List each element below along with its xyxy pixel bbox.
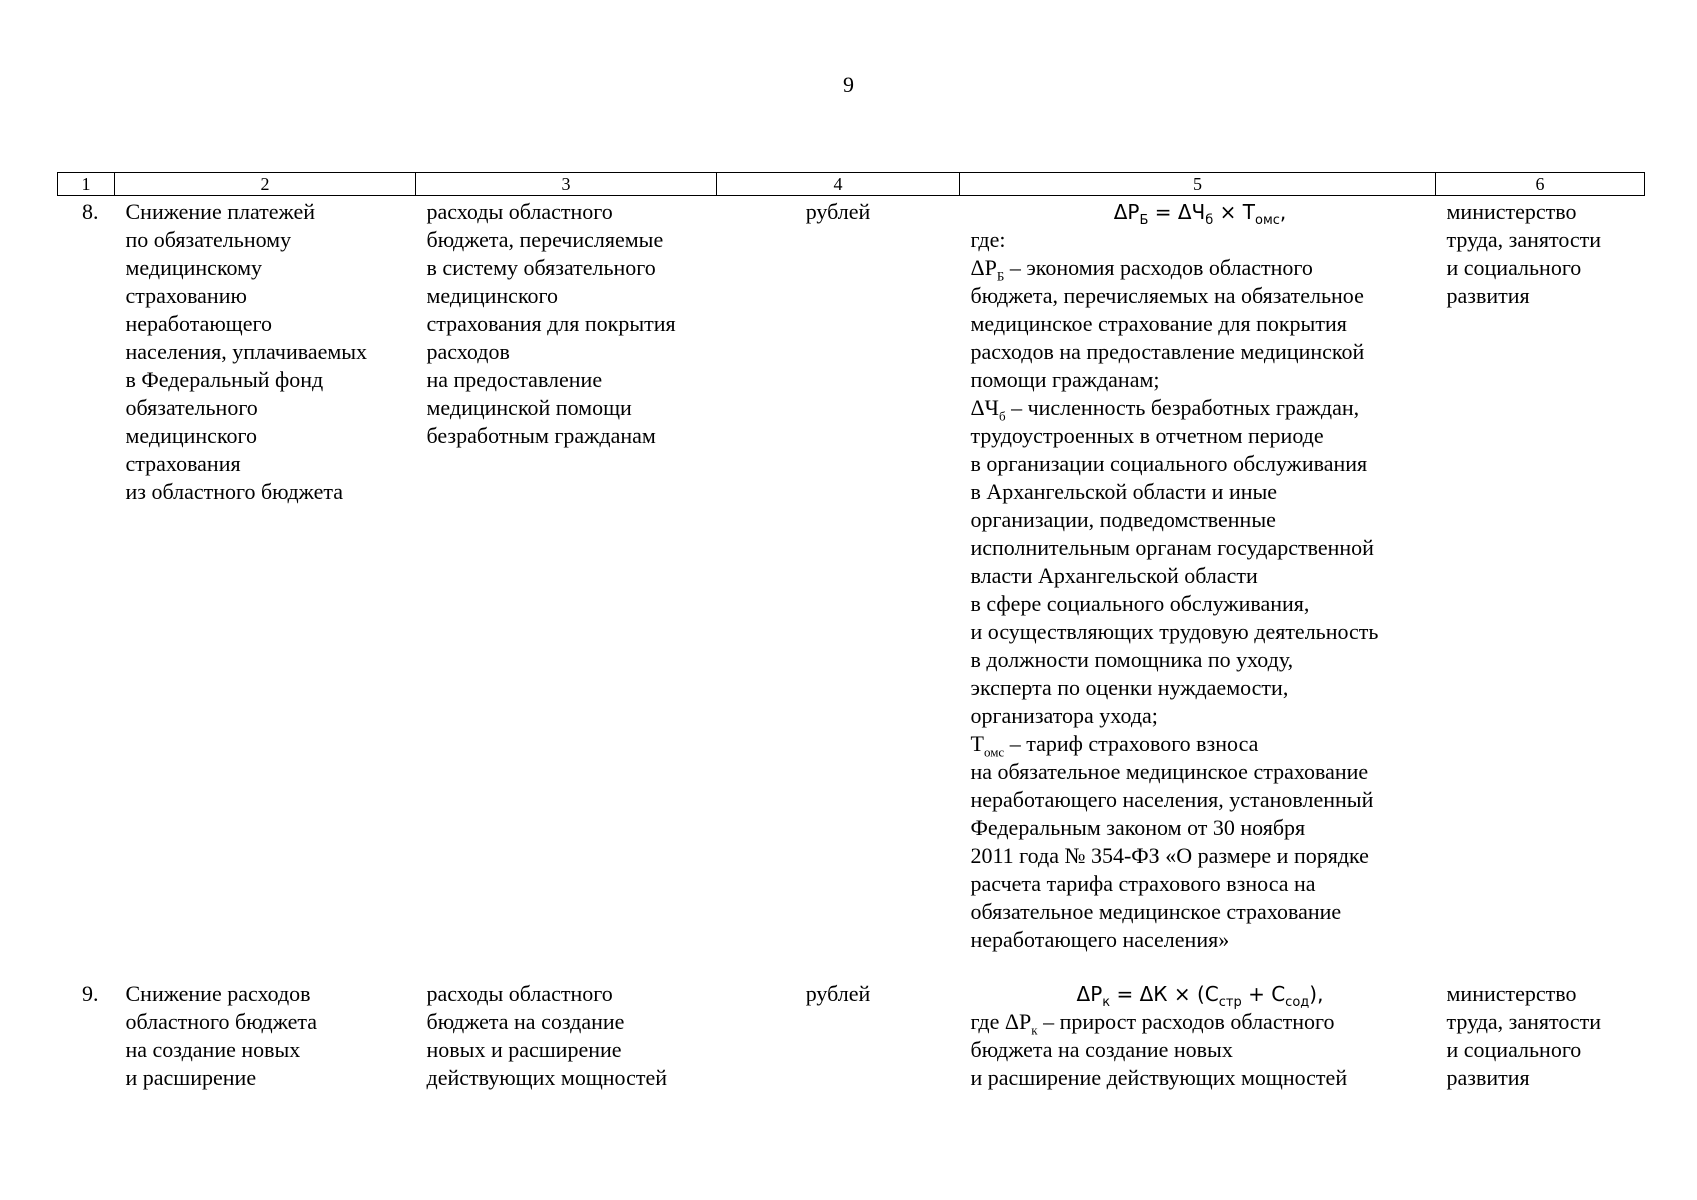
column-header-2: 2 — [115, 173, 416, 196]
unit-of-measure: рублей — [805, 199, 871, 224]
row-number: 8. — [82, 199, 99, 224]
formula: $\Delta Р_Б = \Delta Ч_б \times Т_{омс}$, — [1113, 200, 1287, 228]
calculation-method — [960, 978, 1436, 1092]
indicators-table — [57, 172, 1645, 1092]
column-header-4: 4 — [717, 173, 960, 196]
where-label: где: — [970, 227, 1006, 252]
indicator-definition: расходы областного бюджета, перечисляемые в систему обязательного медицинского страхования для покрытия расходов на предоставление медицинской помощи безработным гражданам — [426, 199, 676, 448]
indicator-definition: расходы областного бюджета на создание новых и расширение действующих мощностей — [426, 981, 667, 1090]
indicator-name: Снижение платежей по обязательному медицинскому страхованию неработающего населения, уплачиваемых в Федеральный фонд обязательного медицинского страхования из областного бюджета — [125, 199, 368, 504]
column-header-6: 6 — [1436, 173, 1645, 196]
calculation-method — [960, 196, 1436, 979]
variable-description: где $\Delta Р_к$ – прирост расходов областного бюджета на создание новых и расширение действующих мощностей — [970, 1009, 1348, 1090]
indicator-name: Снижение расходов областного бюджета на создание новых и расширение — [125, 981, 318, 1090]
table-row — [58, 978, 1645, 1092]
variable-description: $\Delta Р_Б$ – экономия расходов областного бюджета, перечисляемых на обязательное медицинское страхование для покрытия расходов на предоставление медицинской помощи гражданам; — [970, 255, 1365, 392]
table-row — [58, 196, 1645, 979]
variable-description: $\Delta Ч_б$ – численность безработных граждан, трудоустроенных в отчетном периоде в организации социального обслуживания в Архангельской области и иные организации, подведомственные исполнительным органам государственной власти Архангельской области в сфере социального обслуживания, и осуществляющих трудовую деятельность в должности помощника по уходу, эксперта по оценки нуждаемости, организатора ухода; — [970, 395, 1379, 728]
table-header-row — [58, 173, 1645, 196]
responsible-body: министерство труда, занятости и социального развития — [1446, 199, 1602, 308]
column-header-1: 1 — [58, 173, 115, 196]
variable-description: $Т_{омс}$ – тариф страхового взноса на обязательное медицинское страхование неработающего населения, установленный Федеральным законом от 30 ноября 2011 года № 354-ФЗ «О размере и порядке расчета тарифа страхового взноса на обязательное медицинское страхование неработающего населения» — [970, 731, 1374, 952]
page-number: 9 — [843, 72, 854, 97]
row-number: 9. — [82, 981, 99, 1006]
unit-of-measure: рублей — [805, 981, 871, 1006]
column-header-3: 3 — [416, 173, 717, 196]
column-header-5: 5 — [960, 173, 1436, 196]
responsible-body: министерство труда, занятости и социального развития — [1446, 981, 1602, 1090]
formula: $\Delta Р_к = \Delta К \times (С_{стр} + С_{сод})$, — [1076, 982, 1324, 1010]
